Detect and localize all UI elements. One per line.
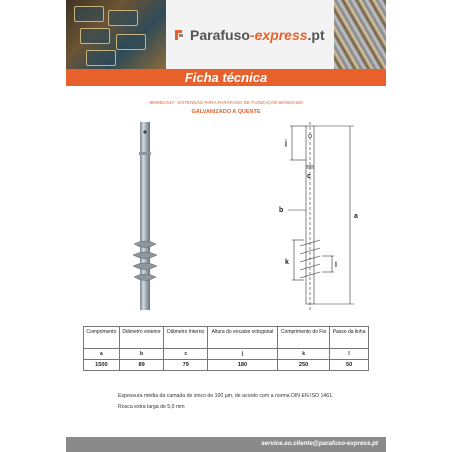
header-cell: Passo da linha: [330, 327, 369, 349]
dim-label-l: l: [335, 262, 337, 269]
value-cell: 250: [277, 360, 329, 371]
symbol-cell: j: [207, 349, 277, 360]
logo-text-main: Parafuso: [190, 27, 250, 43]
symbol-cell: b: [119, 349, 164, 360]
logo-text-accent: -express: [249, 27, 308, 43]
note-zinc-coating: Espessura média da camada de zinco de 100 µm, de acordo com a norma DIN EN ISO 1461.: [118, 393, 334, 399]
logo-mark-icon: [172, 28, 186, 42]
header-cell: Comprimento: [84, 327, 120, 349]
dim-label-a: a: [354, 213, 358, 220]
technical-diagram: [270, 118, 370, 318]
value-cell: 1500: [84, 360, 120, 371]
shaft-collar: [139, 152, 151, 155]
value-cell: 180: [207, 360, 277, 371]
note-thread: Rosca extra larga de 5,0 mm: [118, 404, 185, 410]
product-finish: GALVANIZADO A QUENTE: [191, 109, 261, 115]
thread-4: [134, 274, 156, 281]
symbol-cell: a: [84, 349, 120, 360]
shaft-bottom: [140, 298, 150, 310]
value-cell: 50: [330, 360, 369, 371]
header-banner: [66, 0, 386, 69]
brand-logo[interactable]: [172, 24, 325, 46]
value-cell: 79: [164, 360, 208, 371]
thread-3: [133, 263, 157, 270]
dim-label-b: b: [279, 207, 284, 214]
symbol-cell: k: [277, 349, 329, 360]
logo-text-domain: .pt: [307, 27, 325, 43]
dim-label-c: c: [307, 173, 311, 180]
dim-label-j: j: [285, 140, 287, 147]
header-cell: Comprimento do Fio: [277, 327, 329, 349]
header-cell: Diâmetro exterior: [119, 327, 164, 349]
dim-label-k: k: [285, 259, 289, 266]
product-photo: [120, 118, 170, 318]
page-title: Ficha técnica: [66, 69, 386, 86]
header-cell: Altura do encaixe octogonal: [207, 327, 277, 349]
symbol-cell: c: [164, 349, 208, 360]
contact-email-link[interactable]: service.ao.cliente@parafuso-express.pt: [261, 440, 378, 447]
spec-table: [83, 326, 369, 371]
thread-2: [133, 252, 157, 259]
header-cell: Diâmetro Interno: [164, 327, 208, 349]
screws-photo: [334, 0, 386, 69]
symbol-cell: l: [330, 349, 369, 360]
footer-bar: [66, 437, 386, 452]
shaft-top: [140, 122, 150, 152]
shaft-hole: [143, 130, 146, 133]
thread-1: [134, 241, 156, 248]
tools-photo: [66, 0, 166, 69]
table-symbol-row: [84, 349, 369, 360]
table-value-row: [84, 360, 369, 371]
product-reference: 99095GS47 - EXTENSÃO PARA PARAFUSO DE FUNDAÇÃO 89X50X150: [149, 100, 303, 105]
table-header-row: [84, 327, 369, 349]
value-cell: 89: [119, 360, 164, 371]
